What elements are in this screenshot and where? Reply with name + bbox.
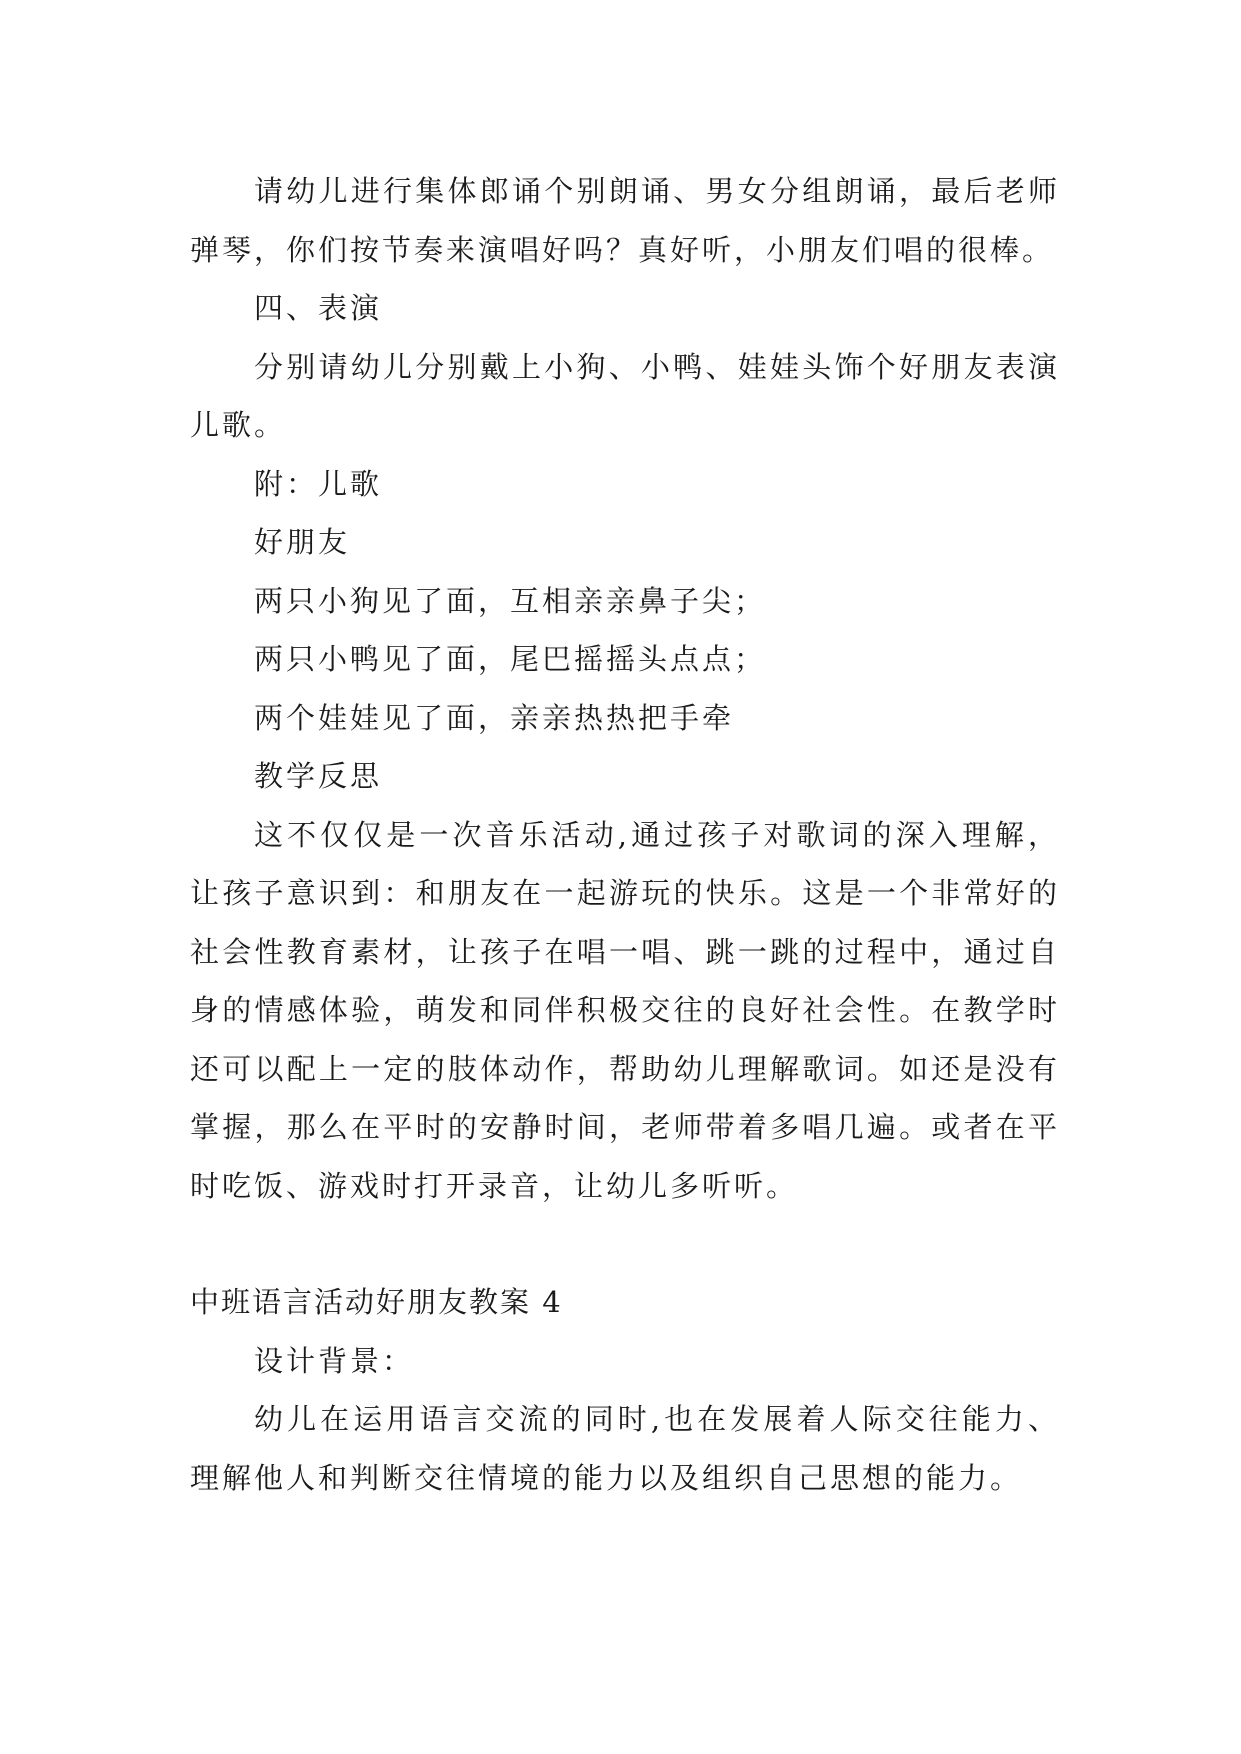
document-body bbox=[190, 162, 1060, 1507]
paragraph-design-background: 幼儿在运用语言交流的同时,也在发展着人际交往能力、理解他人和判断交往情境的能力以及组织自己思想的能力。 bbox=[190, 1402, 1060, 1495]
song-line-2: 两只小鸭见了面，尾巴摇摇头点点； bbox=[254, 642, 767, 676]
song-line-3: 两个娃娃见了面，亲亲热热把手牵 bbox=[254, 700, 735, 735]
song-line-1: 两只小狗见了面，互相亲亲鼻子尖； bbox=[254, 583, 767, 618]
heading-performance: 四、表演 bbox=[254, 291, 383, 325]
heading-reflection: 教学反思 bbox=[254, 759, 383, 793]
paragraph-recitation: 请幼儿进行集体郎诵个别朗诵、男女分组朗诵，最后老师弹琴，你们按节奏来演唱好吗？真好听，小朋友们唱的很棒。 bbox=[190, 174, 1060, 267]
paragraph-reflection: 这不仅仅是一次音乐活动,通过孩子对歌词的深入理解，让孩子意识到：和朋友在一起游玩的快乐。这是一个非常好的社会性教育素材，让孩子在唱一唱、跳一跳的过程中，通过自身的情感体验，萌发和同伴积极交往的良好社会性。在教学时还可以配上一定的肢体动作，帮助幼儿理解歌词。如还是没有掌握，那么在平时的安静时间，老师带着多唱几遍。或者在平时吃饭、游戏时打开录音，让幼儿多听听。 bbox=[190, 817, 1060, 1203]
paragraph-performance: 分别请幼儿分别戴上小狗、小鸭、娃娃头饰个好朋友表演儿歌。 bbox=[190, 349, 1060, 442]
heading-appendix: 附：儿歌 bbox=[254, 466, 383, 501]
heading-design-background: 设计背景： bbox=[254, 1343, 415, 1378]
song-title: 好朋友 bbox=[254, 525, 351, 559]
section-title: 中班语言活动好朋友教案 4 bbox=[190, 1285, 563, 1319]
